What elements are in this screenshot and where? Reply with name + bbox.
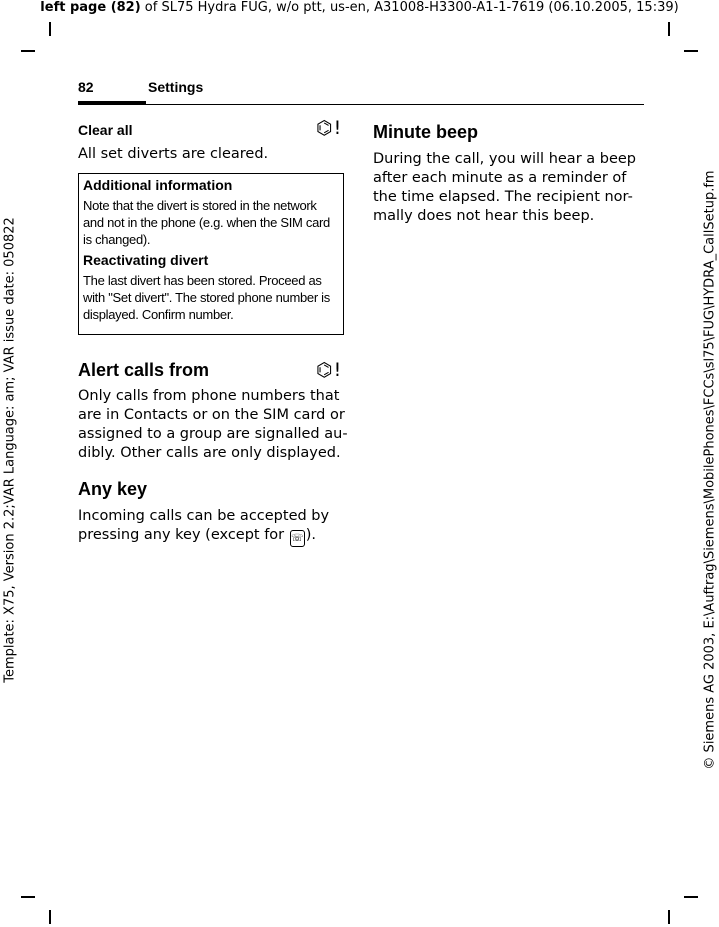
crop-mark: [49, 22, 51, 36]
page-number: 82: [78, 79, 94, 95]
clear-all-heading: Clear all: [78, 122, 133, 138]
crop-mark: [21, 896, 35, 898]
minute-beep-heading: Minute beep: [373, 122, 479, 142]
crop-mark: [684, 896, 698, 898]
print-info-details: of SL75 Hydra FUG, w/o ptt, us-en, A31008-H3300-A1-1-7619 (06.10.2005, 15:39): [140, 0, 679, 15]
crop-mark: [49, 910, 51, 924]
crop-mark: [684, 50, 698, 52]
any-key-text: [78, 507, 348, 547]
copyright-path: © Siemens AG 2003, E:\Auftrag\Siemens\MobilePhones\FCCs\sl75\FUG\HYDRA_CallSetup.fm: [702, 170, 718, 770]
print-info-page: left page (82): [40, 0, 141, 15]
info-heading: Additional information: [83, 177, 233, 193]
alert-calls-text: Only calls from phone numbers that are in Contacts or on the SIM card or assigned to a group are signalled au-dibly. Other calls are only displayed.: [78, 388, 348, 461]
info-box: [78, 173, 344, 335]
template-info: Template: X75, Version 2.2;VAR Language: am; VAR issue date: 050822: [2, 217, 18, 683]
minute-beep-text: During the call, you will hear a beep after each minute as a reminder of the time elapsed. The recipient nor-mally does not hear this beep.: [373, 151, 637, 224]
any-key-text-end: ).: [305, 527, 317, 543]
info-heading: Reactivating divert: [83, 252, 209, 268]
network-service-icon: ⌬!: [316, 359, 343, 381]
any-key-heading: Any key: [78, 479, 148, 499]
crop-mark: [21, 50, 35, 52]
crop-mark: [668, 910, 670, 924]
end-call-key-icon: ☏: [290, 530, 305, 547]
header-rule: [78, 104, 644, 105]
crop-mark: [668, 22, 670, 36]
print-info-line: [0, 0, 719, 15]
any-key-text-start: Incoming calls can be accepted by pressing any key (except for: [78, 508, 330, 543]
page-title: Settings: [148, 79, 204, 95]
info-text: The last divert has been stored. Proceed as with "Set divert". The stored phone number is displayed. Confirm number.: [83, 273, 330, 322]
alert-calls-heading: Alert calls from: [78, 360, 210, 380]
network-service-icon: ⌬!: [316, 117, 343, 139]
info-text: Note that the divert is stored in the network and not in the phone (e.g. when the SIM card is changed).: [83, 198, 330, 247]
clear-all-text: All set diverts are cleared.: [78, 146, 269, 162]
